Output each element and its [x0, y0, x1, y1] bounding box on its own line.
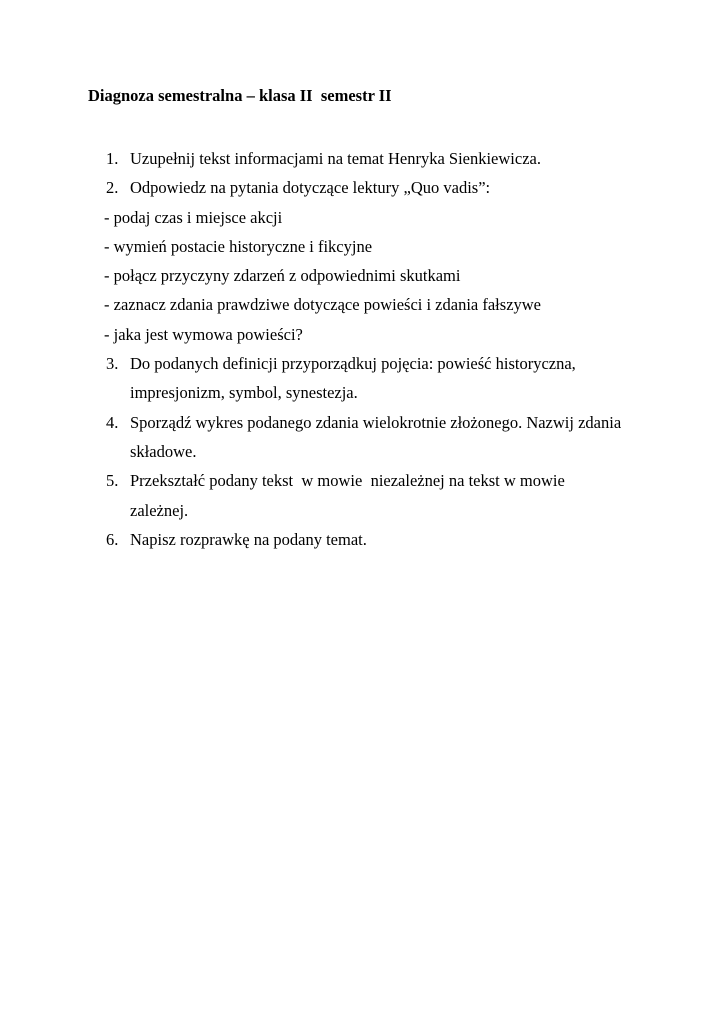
task-list	[104, 144, 664, 554]
list-item	[104, 408, 664, 437]
list-item	[104, 525, 664, 554]
item-continuation: składowe.	[130, 441, 197, 461]
sub-item: - zaznacz zdania prawdziwe dotyczące powieści i zdania fałszywe	[104, 295, 542, 315]
list-item	[104, 349, 664, 378]
list-item	[104, 466, 664, 495]
item-number: 3.	[106, 354, 119, 374]
item-number: 5.	[106, 471, 119, 491]
item-number: 2.	[106, 178, 119, 198]
item-number: 1.	[106, 149, 119, 168]
item-text: Przekształć podany tekst w mowie niezależnej na tekst w mowie	[130, 471, 565, 491]
sub-item: - wymień postacie historyczne i fikcyjne	[104, 236, 373, 256]
sub-item: - połącz przyczyny zdarzeń z odpowiednimi skutkami	[104, 266, 461, 286]
item-number: 6.	[106, 529, 119, 549]
document-title: Diagnoza semestralna – klasa II semestr II	[88, 86, 392, 105]
item-number: 4.	[106, 412, 119, 432]
item-continuation: zależnej.	[130, 500, 189, 520]
list-item	[104, 173, 664, 202]
sub-item: - podaj czas i miejsce akcji	[104, 207, 283, 227]
sub-item: - jaka jest wymowa powieści?	[104, 324, 303, 344]
item-text: Odpowiedz na pytania dotyczące lektury „Quo vadis”:	[130, 178, 491, 198]
item-text: Do podanych definicji przyporządkuj pojęcia: powieść historyczna,	[130, 354, 576, 374]
item-text: Uzupełnij tekst informacjami na temat Henryka Sienkiewicza.	[130, 149, 541, 168]
item-text: Napisz rozprawkę na podany temat.	[130, 529, 367, 549]
item-text: Sporządź wykres podanego zdania wielokrotnie złożonego. Nazwij zdania	[130, 412, 622, 432]
list-item	[104, 144, 664, 173]
item-continuation: impresjonizm, symbol, synestezja.	[130, 383, 358, 403]
